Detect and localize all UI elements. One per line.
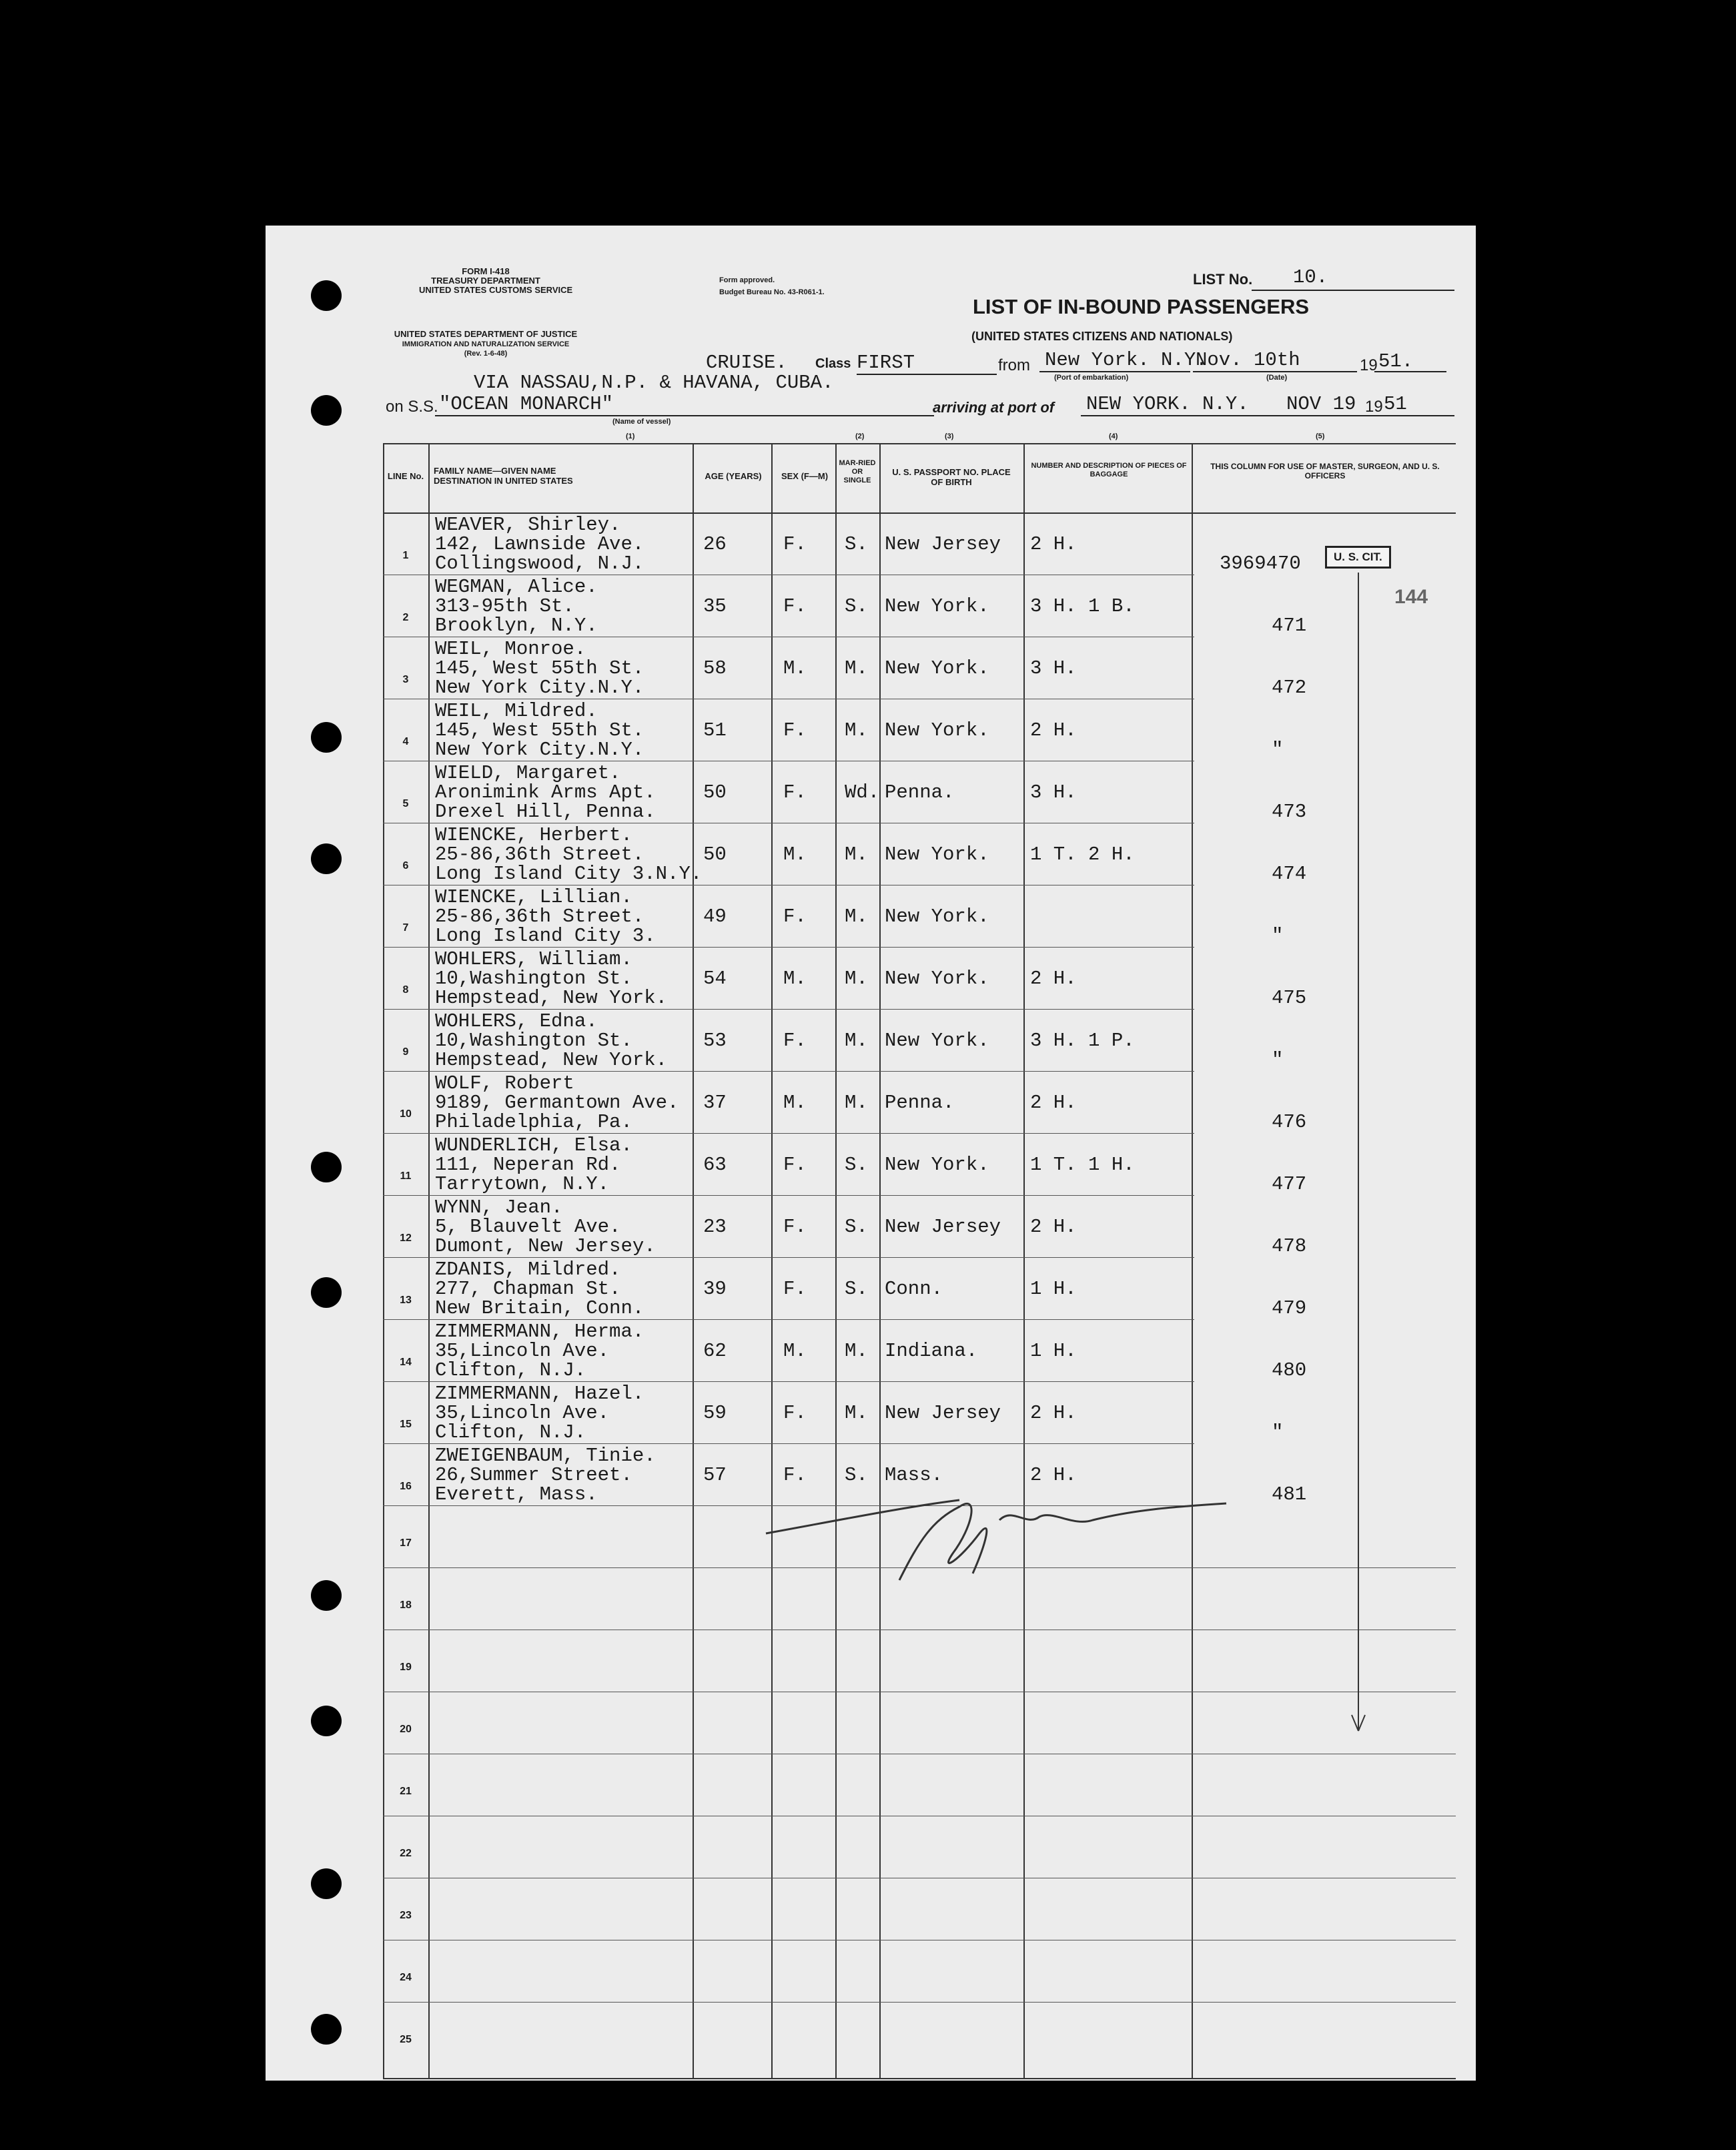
line-number: 22 bbox=[400, 1848, 412, 1859]
binder-hole bbox=[311, 843, 342, 874]
sex: M. bbox=[783, 657, 807, 679]
baggage: 2 H. bbox=[1030, 533, 1077, 555]
officer-number: 480 bbox=[1272, 1359, 1307, 1381]
age: 53 bbox=[703, 1030, 727, 1052]
sex: M. bbox=[783, 843, 807, 865]
header-officers: THIS COLUMN FOR USE OF MASTER, SURGEON, AND U. S. OFFICERS bbox=[1210, 462, 1440, 480]
address-line-2: Tarrytown, N.Y. bbox=[435, 1173, 610, 1195]
officer-number: 481 bbox=[1272, 1483, 1307, 1505]
address-line-1: 35,Lincoln Ave. bbox=[435, 1402, 610, 1424]
address-line-2: Clifton, N.J. bbox=[435, 1359, 586, 1381]
address-line-2: Drexel Hill, Penna. bbox=[435, 801, 656, 823]
passenger-name: WEIL, Monroe. bbox=[435, 638, 586, 660]
from-port: New York. N.Y. bbox=[1045, 349, 1208, 371]
line-number: 10 bbox=[400, 1108, 412, 1120]
baggage: 2 H. bbox=[1030, 1402, 1077, 1424]
form-number: FORM I-418 bbox=[462, 266, 510, 276]
place-of-birth: New York. bbox=[885, 1154, 989, 1176]
age: 49 bbox=[703, 906, 727, 928]
line-number: 6 bbox=[402, 860, 409, 871]
us-citizen-stamp: U. S. CIT. bbox=[1325, 546, 1391, 569]
baggage: 2 H. bbox=[1030, 1464, 1077, 1486]
line-number: 18 bbox=[400, 1599, 412, 1611]
col-num-1: (1) bbox=[626, 432, 635, 440]
place-of-birth: Conn. bbox=[885, 1278, 943, 1300]
binder-hole bbox=[311, 1868, 342, 1899]
binder-hole bbox=[311, 280, 342, 311]
address-line-2: Everett, Mass. bbox=[435, 1483, 598, 1505]
address-line-2: New York City.N.Y. bbox=[435, 739, 644, 761]
age: 37 bbox=[703, 1092, 727, 1114]
line-number: 3 bbox=[402, 674, 409, 685]
place-of-birth: Penna. bbox=[885, 1092, 955, 1114]
address-line-1: 5, Blauvelt Ave. bbox=[435, 1216, 621, 1238]
col-num-2: (2) bbox=[855, 432, 865, 440]
sex: F. bbox=[783, 1216, 807, 1238]
binder-hole bbox=[311, 1706, 342, 1736]
address-line-1: 111, Neperan Rd. bbox=[435, 1154, 621, 1176]
cruise-label: CRUISE. bbox=[706, 352, 787, 374]
via-route: VIA NASSAU,N.P. & HAVANA, CUBA. bbox=[474, 372, 834, 394]
baggage: 1 T. 1 H. bbox=[1030, 1154, 1135, 1176]
from-label: from bbox=[998, 356, 1030, 374]
address-line-2: Collingswood, N.J. bbox=[435, 553, 644, 575]
marital-status: S. bbox=[845, 1278, 868, 1300]
passenger-name: ZDANIS, Mildred. bbox=[435, 1259, 621, 1281]
vessel-name: "OCEAN MONARCH" bbox=[439, 393, 614, 415]
age: 35 bbox=[703, 595, 727, 617]
address-line-1: 145, West 55th St. bbox=[435, 719, 644, 741]
line-number: 24 bbox=[400, 1972, 412, 1983]
place-of-birth: New Jersey bbox=[885, 1402, 1001, 1424]
passenger-name: WIENCKE, Lillian. bbox=[435, 886, 632, 908]
binder-hole bbox=[311, 1152, 342, 1182]
age: 63 bbox=[703, 1154, 727, 1176]
line-number: 12 bbox=[400, 1232, 412, 1244]
header-passport: U. S. PASSPORT NO. PLACE OF BIRTH bbox=[892, 467, 1011, 487]
place-of-birth: New York. bbox=[885, 657, 989, 679]
address-line-2: Brooklyn, N.Y. bbox=[435, 615, 598, 637]
address-line-1: Aronimink Arms Apt. bbox=[435, 781, 656, 803]
officer-number: 472 bbox=[1272, 677, 1307, 699]
sex: F. bbox=[783, 533, 807, 555]
class-value: FIRST bbox=[857, 352, 915, 374]
age: 58 bbox=[703, 657, 727, 679]
passenger-name: WOLF, Robert bbox=[435, 1072, 574, 1094]
binder-hole bbox=[311, 722, 342, 753]
age: 54 bbox=[703, 968, 727, 990]
line-number: 25 bbox=[400, 2034, 412, 2045]
binder-hole bbox=[311, 395, 342, 426]
binder-hole bbox=[311, 2014, 342, 2045]
customs-service: UNITED STATES CUSTOMS SERVICE bbox=[419, 285, 573, 295]
passenger-name: ZIMMERMANN, Herma. bbox=[435, 1321, 644, 1343]
age: 50 bbox=[703, 843, 727, 865]
marital-status: S. bbox=[845, 1154, 868, 1176]
header-baggage: NUMBER AND DESCRIPTION OF PIECES OF BAGGAGE bbox=[1031, 462, 1187, 478]
address-line-1: 10,Washington St. bbox=[435, 968, 632, 990]
baggage: 1 T. 2 H. bbox=[1030, 843, 1135, 865]
baggage: 3 H. 1 B. bbox=[1030, 595, 1135, 617]
line-number: 8 bbox=[402, 984, 409, 996]
officer-number: " bbox=[1272, 1421, 1284, 1443]
marital-status: M. bbox=[845, 1340, 868, 1362]
from-year: 51. bbox=[1378, 350, 1414, 372]
age: 51 bbox=[703, 719, 727, 741]
from-date: Nov. 10th bbox=[1196, 349, 1300, 371]
officer-number: 3969470 bbox=[1220, 553, 1301, 575]
header-sex: SEX (F—M) bbox=[781, 471, 829, 481]
baggage: 2 H. bbox=[1030, 719, 1077, 741]
line-number: 15 bbox=[400, 1419, 412, 1430]
address-line-2: Hempstead, New York. bbox=[435, 987, 668, 1009]
arrival-date: NOV 19 bbox=[1286, 393, 1356, 415]
line-number: 21 bbox=[400, 1786, 412, 1797]
marital-status: M. bbox=[845, 1092, 868, 1114]
address-line-1: 25-86,36th Street. bbox=[435, 843, 644, 865]
address-line-2: Dumont, New Jersey. bbox=[435, 1235, 656, 1257]
sex: F. bbox=[783, 781, 807, 803]
line-number: 20 bbox=[400, 1724, 412, 1735]
list-no-label: LIST No. bbox=[1193, 271, 1253, 288]
header-name: FAMILY NAME—GIVEN NAME DESTINATION IN UNITED STATES bbox=[434, 466, 573, 486]
binder-hole bbox=[311, 1580, 342, 1611]
place-of-birth: New Jersey bbox=[885, 533, 1001, 555]
passenger-name: WEGMAN, Alice. bbox=[435, 576, 598, 598]
passenger-name: WUNDERLICH, Elsa. bbox=[435, 1134, 632, 1156]
address-line-1: 25-86,36th Street. bbox=[435, 906, 644, 928]
document-page bbox=[266, 226, 1476, 2081]
address-line-2: Hempstead, New York. bbox=[435, 1049, 668, 1071]
treasury-dept: TREASURY DEPARTMENT bbox=[431, 276, 540, 286]
sex: F. bbox=[783, 719, 807, 741]
marital-status: M. bbox=[845, 1030, 868, 1052]
line-number: 23 bbox=[400, 1910, 412, 1921]
address-line-1: 313-95th St. bbox=[435, 595, 574, 617]
on-ss-label: on S.S. bbox=[386, 398, 438, 416]
address-line-1: 35,Lincoln Ave. bbox=[435, 1340, 610, 1362]
line-number: 11 bbox=[400, 1170, 412, 1182]
line-number: 14 bbox=[400, 1357, 412, 1368]
list-subtitle: (UNITED STATES CITIZENS AND NATIONALS) bbox=[971, 330, 1233, 343]
age: 26 bbox=[703, 533, 727, 555]
line-number: 7 bbox=[402, 922, 409, 934]
passenger-name: WIELD, Margaret. bbox=[435, 762, 621, 784]
line-number: 4 bbox=[402, 736, 409, 747]
from-year-prefix: 19 bbox=[1360, 356, 1378, 374]
date-caption: (Date) bbox=[1266, 374, 1288, 382]
address-line-1: 9189, Germantown Ave. bbox=[435, 1092, 679, 1114]
age: 50 bbox=[703, 781, 727, 803]
marital-status: S. bbox=[845, 1216, 868, 1238]
officer-number: 473 bbox=[1272, 801, 1307, 823]
line-number: 17 bbox=[400, 1537, 412, 1549]
address-line-2: Long Island City 3.N.Y. bbox=[435, 863, 703, 885]
place-of-birth: Mass. bbox=[885, 1464, 943, 1486]
baggage: 3 H. bbox=[1030, 657, 1077, 679]
passenger-name: WOHLERS, William. bbox=[435, 948, 632, 970]
col-num-4: (4) bbox=[1109, 432, 1118, 440]
header-age: AGE (YEARS) bbox=[705, 471, 762, 481]
marital-status: M. bbox=[845, 657, 868, 679]
list-no-value: 10. bbox=[1293, 266, 1328, 288]
place-of-birth: New Jersey bbox=[885, 1216, 1001, 1238]
line-number: 5 bbox=[402, 798, 409, 809]
baggage: 2 H. bbox=[1030, 968, 1077, 990]
place-of-birth: New York. bbox=[885, 1030, 989, 1052]
officer-number: 477 bbox=[1272, 1173, 1307, 1195]
marital-status: S. bbox=[845, 533, 868, 555]
budget-bureau: Budget Bureau No. 43-R061-1. bbox=[719, 288, 825, 296]
form-approved: Form approved. bbox=[719, 276, 775, 284]
port-caption: (Port of embarkation) bbox=[1054, 374, 1129, 382]
ditto-arrow bbox=[1333, 573, 1373, 1747]
arrival-port: NEW YORK. N.Y. bbox=[1086, 393, 1249, 415]
address-line-1: 142, Lawnside Ave. bbox=[435, 533, 644, 555]
sex: M. bbox=[783, 968, 807, 990]
baggage: 1 H. bbox=[1030, 1340, 1077, 1362]
marital-status: M. bbox=[845, 843, 868, 865]
line-number: 16 bbox=[400, 1481, 412, 1492]
marital-status: Wd. bbox=[845, 781, 880, 803]
line-number: 13 bbox=[400, 1295, 412, 1306]
header-married: MAR-RIED OR SINGLE bbox=[839, 459, 876, 484]
vessel-caption: (Name of vessel) bbox=[612, 418, 671, 426]
marital-status: S. bbox=[845, 595, 868, 617]
age: 62 bbox=[703, 1340, 727, 1362]
ins-service: IMMIGRATION AND NATURALIZATION SERVICE bbox=[402, 340, 570, 348]
age: 57 bbox=[703, 1464, 727, 1486]
address-line-1: 145, West 55th St. bbox=[435, 657, 644, 679]
sex: F. bbox=[783, 1278, 807, 1300]
marital-status: M. bbox=[845, 1402, 868, 1424]
place-of-birth: New York. bbox=[885, 906, 989, 928]
marital-status: M. bbox=[845, 906, 868, 928]
officer-number: 476 bbox=[1272, 1111, 1307, 1133]
marital-status: S. bbox=[845, 1464, 868, 1486]
address-line-2: Long Island City 3. bbox=[435, 925, 656, 947]
officer-number: 478 bbox=[1272, 1235, 1307, 1257]
passenger-name: WYNN, Jean. bbox=[435, 1196, 563, 1218]
officer-number: " bbox=[1272, 925, 1284, 947]
place-of-birth: New York. bbox=[885, 719, 989, 741]
place-of-birth: Indiana. bbox=[885, 1340, 978, 1362]
justice-dept: UNITED STATES DEPARTMENT OF JUSTICE bbox=[394, 329, 578, 339]
baggage: 3 H. 1 P. bbox=[1030, 1030, 1135, 1052]
officer-number: " bbox=[1272, 1049, 1284, 1071]
line-number: 9 bbox=[402, 1046, 409, 1058]
address-line-1: 10,Washington St. bbox=[435, 1030, 632, 1052]
passenger-name: ZIMMERMANN, Hazel. bbox=[435, 1383, 644, 1405]
officer-number: 471 bbox=[1272, 615, 1307, 637]
col-num-3: (3) bbox=[945, 432, 954, 440]
arrival-year-prefix: 19 bbox=[1365, 398, 1383, 416]
binder-hole bbox=[311, 1277, 342, 1308]
sex: M. bbox=[783, 1092, 807, 1114]
officer-number: 475 bbox=[1272, 987, 1307, 1009]
officer-signature bbox=[759, 1480, 1240, 1593]
sex: F. bbox=[783, 906, 807, 928]
address-line-2: Philadelphia, Pa. bbox=[435, 1111, 632, 1133]
place-of-birth: New York. bbox=[885, 843, 989, 865]
place-of-birth: Penna. bbox=[885, 781, 955, 803]
baggage: 1 H. bbox=[1030, 1278, 1077, 1300]
line-number: 19 bbox=[400, 1662, 412, 1673]
class-label: Class bbox=[815, 356, 851, 371]
sex: F. bbox=[783, 595, 807, 617]
arrival-year: 51 bbox=[1384, 393, 1407, 415]
officer-number: " bbox=[1272, 739, 1284, 761]
page-number: 144 bbox=[1394, 586, 1428, 608]
passenger-name: WEAVER, Shirley. bbox=[435, 514, 621, 536]
line-number: 2 bbox=[402, 612, 409, 623]
age: 23 bbox=[703, 1216, 727, 1238]
address-line-2: Clifton, N.J. bbox=[435, 1421, 586, 1443]
baggage: 2 H. bbox=[1030, 1216, 1077, 1238]
address-line-1: 26,Summer Street. bbox=[435, 1464, 632, 1486]
arriving-label: arriving at port of bbox=[933, 399, 1055, 416]
officer-number: 479 bbox=[1272, 1297, 1307, 1319]
address-line-1: 277, Chapman St. bbox=[435, 1278, 621, 1300]
place-of-birth: New York. bbox=[885, 968, 989, 990]
passenger-name: ZWEIGENBAUM, Tinie. bbox=[435, 1445, 656, 1467]
baggage: 2 H. bbox=[1030, 1092, 1077, 1114]
col-num-5: (5) bbox=[1316, 432, 1325, 440]
baggage: 3 H. bbox=[1030, 781, 1077, 803]
passenger-name: WIENCKE, Herbert. bbox=[435, 824, 632, 846]
address-line-2: New York City.N.Y. bbox=[435, 677, 644, 699]
address-line-2: New Britain, Conn. bbox=[435, 1297, 644, 1319]
sex: F. bbox=[783, 1402, 807, 1424]
list-title: LIST OF IN-BOUND PASSENGERS bbox=[973, 295, 1310, 318]
sex: F. bbox=[783, 1154, 807, 1176]
age: 59 bbox=[703, 1402, 727, 1424]
sex: M. bbox=[783, 1340, 807, 1362]
marital-status: M. bbox=[845, 968, 868, 990]
passenger-name: WEIL, Mildred. bbox=[435, 700, 598, 722]
officer-number: 474 bbox=[1272, 863, 1307, 885]
line-number: 1 bbox=[402, 550, 409, 561]
sex: F. bbox=[783, 1030, 807, 1052]
age: 39 bbox=[703, 1278, 727, 1300]
sex: F. bbox=[783, 1464, 807, 1486]
revision: (Rev. 1-6-48) bbox=[464, 350, 508, 358]
marital-status: M. bbox=[845, 719, 868, 741]
place-of-birth: New York. bbox=[885, 595, 989, 617]
passenger-name: WOHLERS, Edna. bbox=[435, 1010, 598, 1032]
header-line-no: LINE No. bbox=[387, 471, 424, 481]
